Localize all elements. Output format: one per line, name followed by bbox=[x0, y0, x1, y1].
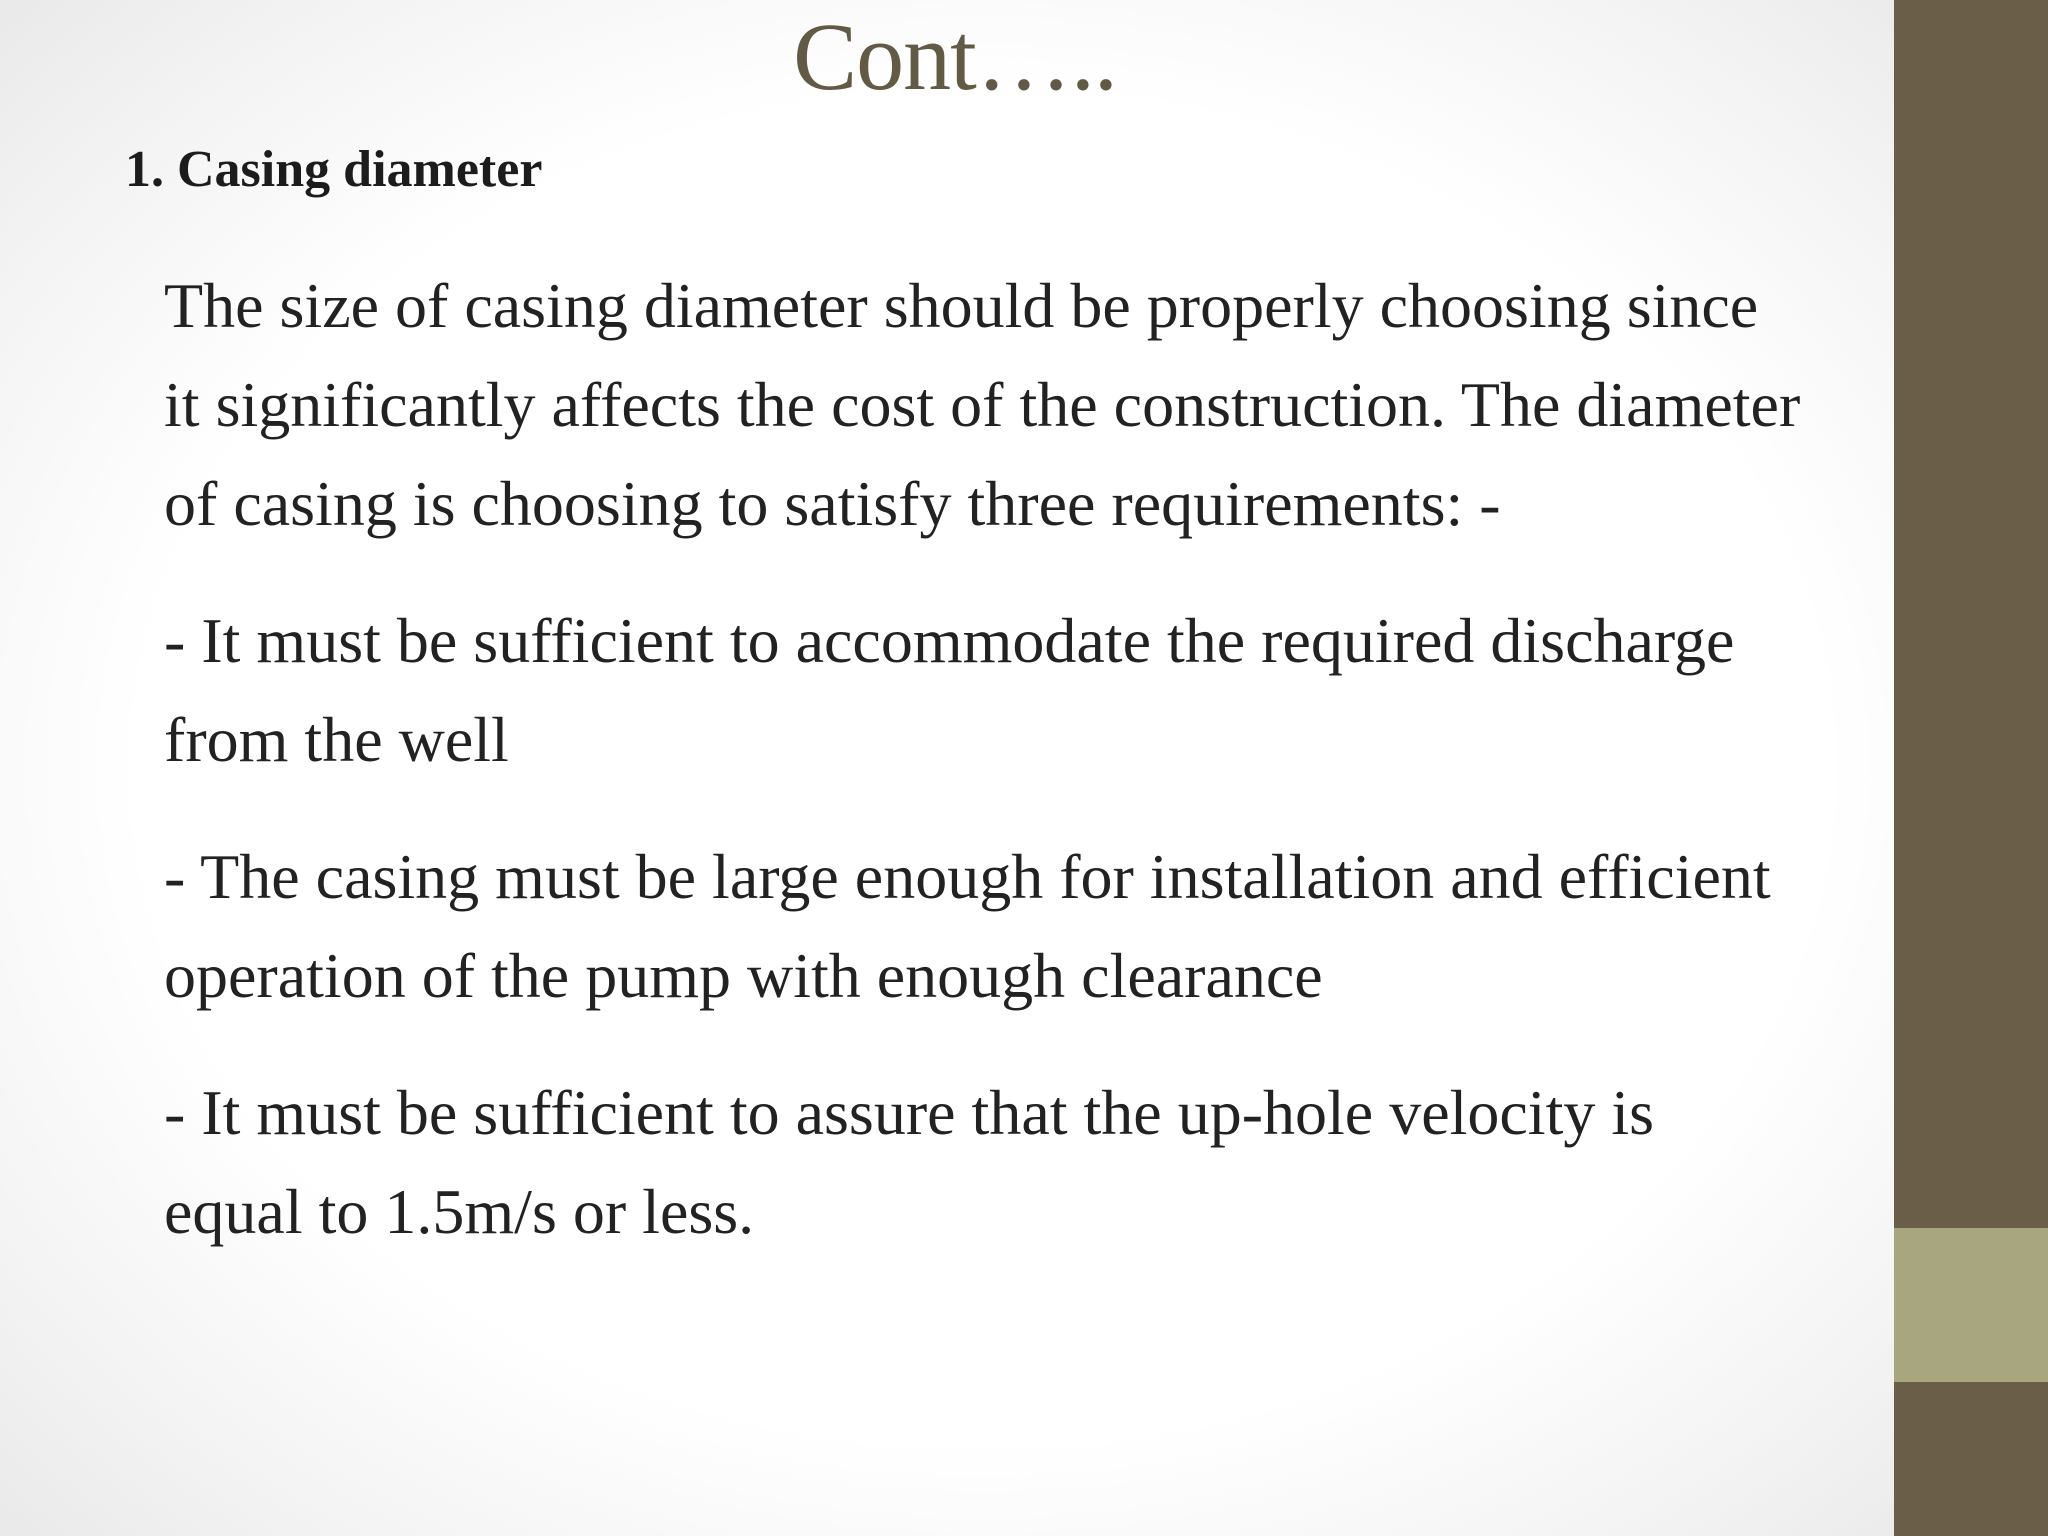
slide-body bbox=[164, 256, 1804, 1299]
slide-title: Cont….. bbox=[793, 3, 1117, 110]
decorative-side-accent bbox=[1894, 1228, 2048, 1382]
intro-paragraph: The size of casing diameter should be properly choosing since it significantly affects the cost of the construction. The diameter of casing is choosing to satisfy three requirements: - bbox=[164, 270, 1801, 539]
requirement-item: - The casing must be large enough for installation and efficient operation of the pump with enough clearance bbox=[164, 841, 1771, 1011]
section-heading: 1. Casing diameter bbox=[125, 141, 543, 198]
requirement-item: - It must be sufficient to accommodate the required discharge from the well bbox=[164, 605, 1735, 775]
requirement-item: - It must be sufficient to assure that the up-hole velocity is equal to 1.5m/s or less. bbox=[164, 1077, 1655, 1247]
